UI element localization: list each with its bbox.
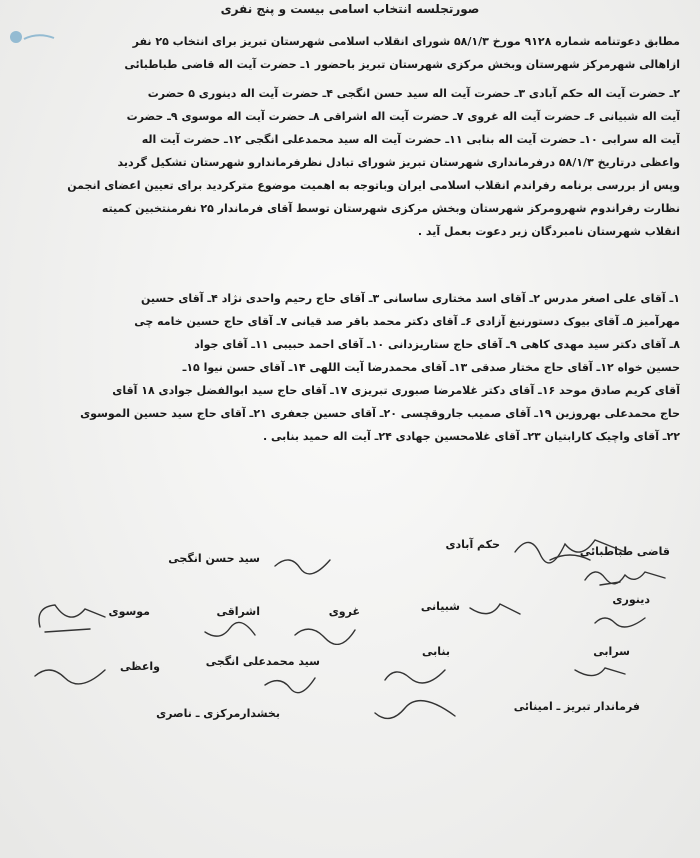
signature-label: حکم آبادی	[445, 538, 500, 551]
document-title: صورتجلسه انتخاب اسامی بیست و پنج نفری	[220, 2, 480, 16]
text-line: آیت اله سرابی ۱۰ـ حضرت آیت اله بنابی ۱۱ـ حضرت آیت اله سید محمدعلی انگجی ۱۲ـ حضرت آیت اله	[141, 133, 680, 146]
handwritten-signature-icon	[30, 658, 110, 688]
text-line: حاج محمدعلی بهروزین ۱۹ـ آقای صمیب جاروقچسی ۲۰ـ آقای حسین جعفری ۲۱ـ آقای حاج سید حسین الموسوی	[80, 407, 680, 420]
signature-label: اشراقی	[216, 605, 260, 618]
text-line: ۱ـ آقای علی اصغر مدرس ۲ـ آقای اسد مختاری ساسانی ۳ـ آقای حاج رحیم واحدی نژاد ۴ـ آقای حسین	[141, 292, 680, 305]
text-line: انقلاب شهرستان نامبردگان زیر دعوت بعمل آید .	[417, 225, 680, 238]
handwritten-signature-icon	[465, 596, 525, 621]
signature-label: شبیانی	[420, 600, 460, 613]
signature-label: سید محمدعلی انگجی	[205, 655, 320, 668]
signature-label: واعظی	[120, 660, 160, 673]
text-line: مطابق دعوتنامه شماره ۹۱۲۸ مورخ ۵۸/۱/۳ شورای انقلاب اسلامی شهرستان تبریز برای انتخاب ۲۵ نفر	[132, 35, 680, 48]
signature-banabi	[380, 645, 450, 690]
signature-gharavi	[290, 605, 360, 645]
handwritten-signature-icon	[200, 620, 260, 645]
signature-label: قاضی طباطبائی	[579, 545, 670, 558]
signature-label: فرماندار تبریز ـ امینائی	[513, 700, 640, 713]
handwritten-signature-icon	[260, 670, 320, 695]
signature-label: غروی	[328, 605, 360, 618]
signature-farmandar	[514, 700, 640, 713]
text-line: ۸ـ آقای دکتر سید مهدی کاهی ۹ـ آقای حاج ستاریزدانی ۱۰ـ آقای احمد حبیبی ۱۱ـ آقای جواد	[194, 338, 680, 351]
signature-eshraghi	[200, 605, 260, 645]
signature-label: بنابی	[421, 645, 450, 658]
handwritten-signature-icon	[570, 660, 630, 685]
signature-bakhshdar	[156, 707, 280, 720]
handwritten-signature-icon	[380, 660, 450, 690]
text-line: ازاهالی شهرمرکز شهرستان وبخش مرکزی شهرستان تبریز باحضور ۱ـ حضرت آیت اله قاضی طباطبائی	[124, 58, 680, 71]
signature-label: دینوری	[612, 593, 650, 606]
text-line: واعظی درتاریخ ۵۸/۱/۳ درفرمانداری شهرستان تبریز شورای تبادل نظرفرماندارو شهرستان تشکیل گردید	[117, 156, 680, 169]
signature-label: موسوی	[108, 605, 150, 618]
text-line: نظارت رفراندوم شهرومرکز شهرستان وبخش مرکزی شهرستان توسط آقای فرماندار ۲۵ نفرمنتخبین کمیته	[101, 202, 680, 215]
handwritten-signature-icon	[270, 548, 340, 578]
text-line: آیت اله شبیانی ۶ـ حضرت آیت اله غروی ۷ـ حضرت آیت اله اشراقی ۸ـ حضرت آیت اله موسوی ۹ـ حضرت	[126, 110, 680, 123]
signature-angaji-mohammadali	[206, 655, 320, 695]
text-line: آقای کریم صادق موحد ۱۶ـ آقای دکتر غلامرضا صبوری تبریزی ۱۷ـ آقای حاج سید ابوالفضل جوادی ۱۸ آقای	[112, 384, 680, 397]
signature-vaezi	[120, 660, 160, 673]
signature-hakamabadi	[445, 538, 500, 551]
text-line: ۲ـ حضرت آیت اله حکم آبادی ۳ـ حضرت آیت اله سید حسن انگجی ۴ـ حضرت آیت اله دینوری ۵ حضرت	[147, 87, 680, 100]
paragraph-intro	[30, 30, 680, 243]
handwritten-signature-icon	[510, 532, 630, 567]
signature-shabiani	[421, 600, 460, 613]
handwritten-signature-icon	[30, 597, 110, 637]
signature-angaji-hasan	[168, 552, 260, 565]
handwritten-signature-icon	[370, 698, 460, 728]
text-line: ۲۲ـ آقای واچیک کارابتیان ۲۳ـ آقای غلامحسین جهادی ۲۴ـ آیت اله حمید بنابی .	[263, 430, 680, 443]
signature-mousavi	[108, 605, 150, 618]
signature-label: سید حسن انگجی	[168, 552, 260, 565]
text-line: حسین خواه ۱۲ـ آقای حاج مختار صدقی ۱۳ـ آقای محمدرضا آیت اللهی ۱۴ـ آقای حسن نیوا ۱۵ـ	[182, 361, 680, 374]
paragraph-members-list	[30, 287, 680, 448]
handwritten-signature-icon	[590, 608, 650, 633]
signature-label: سرابی	[593, 645, 630, 658]
signature-dinvari	[590, 593, 650, 633]
handwritten-signature-icon	[290, 620, 360, 645]
text-line: مهرآمیز ۵ـ آقای بیوک دستورنیغ آزادی ۶ـ آقای دکتر محمد باقر صد قیانی ۷ـ آقای حاج حسین خامه چی	[134, 315, 680, 328]
signature-label: بخشدارمرکزی ـ ناصری	[156, 707, 280, 720]
text-line: وپس از بررسی برنامه رفراندم انقلاب اسلامی ایران وباتوجه به اهمیت موضوع مترکردید برای تعیین اعضای انجمن	[67, 179, 680, 192]
signature-sarabi	[570, 645, 630, 685]
